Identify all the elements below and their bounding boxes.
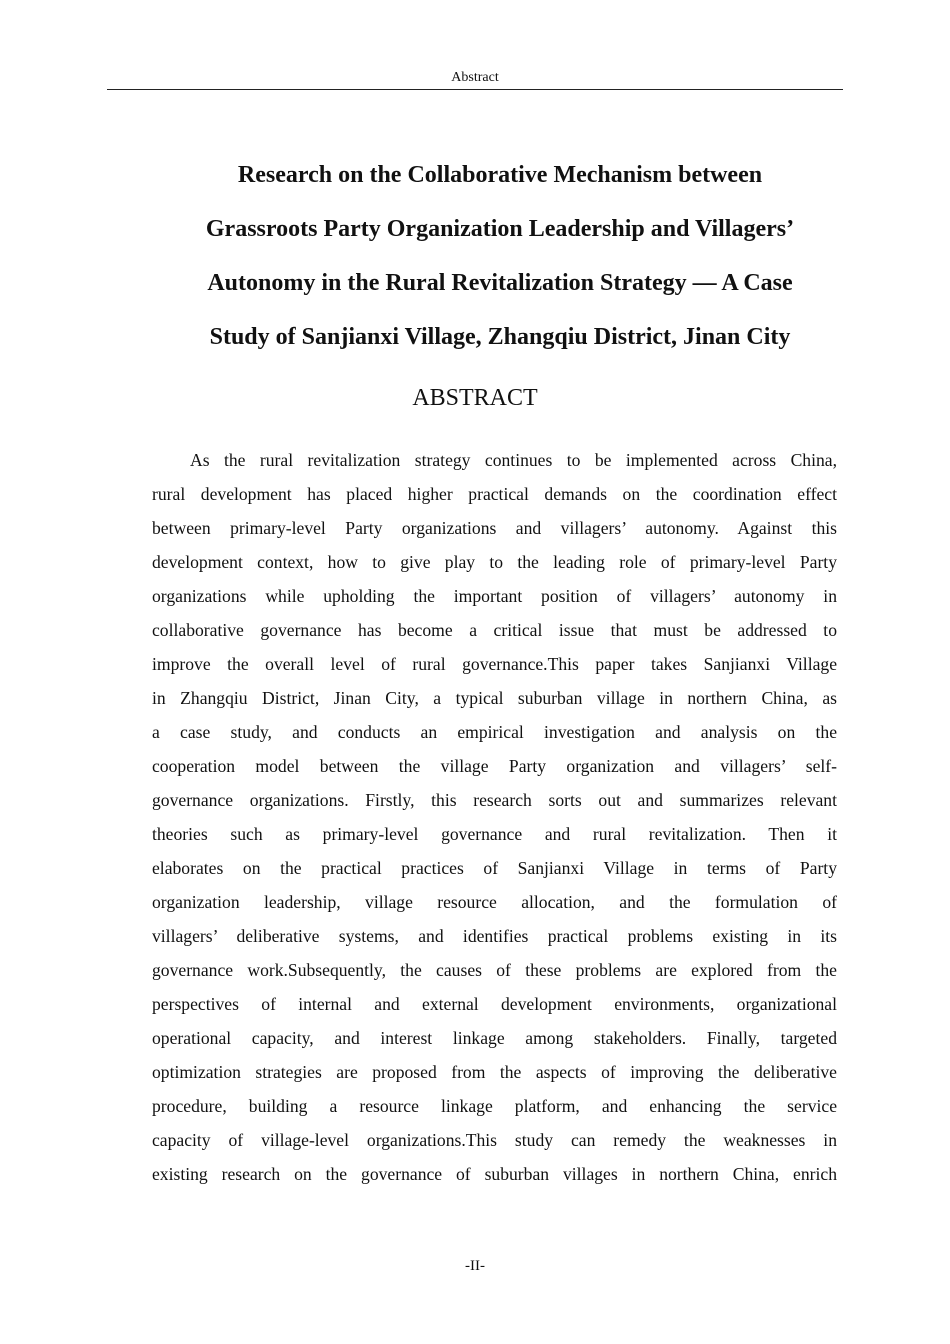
abstract-line: improve the overall level of rural governance.This paper takes Sanjianxi Village — [152, 654, 837, 674]
abstract-line: procedure, building a resource linkage platform, and enhancing the service — [152, 1096, 837, 1116]
abstract-line: optimization strategies are proposed from the aspects of improving the deliberative — [152, 1062, 837, 1082]
page-number: -II- — [465, 1258, 485, 1274]
abstract-body — [152, 443, 837, 1191]
abstract-line: in Zhangqiu District, Jinan City, a typical suburban village in northern China, as — [152, 688, 837, 708]
abstract-line: governance organizations. Firstly, this research sorts out and summarizes relevant — [152, 790, 837, 810]
abstract-line: collaborative governance has become a critical issue that must be addressed to — [152, 620, 837, 640]
title-line: Grassroots Party Organization Leadership and Villagers’ — [205, 216, 795, 242]
running-header — [107, 69, 843, 90]
abstract-heading: ABSTRACT — [412, 385, 538, 411]
running-header-title: Abstract — [451, 70, 499, 85]
abstract-line: elaborates on the practical practices of Sanjianxi Village in terms of Party — [152, 858, 837, 878]
abstract-line: existing research on the governance of suburban villages in northern China, enrich — [152, 1164, 837, 1184]
abstract-line: between primary-level Party organizations and villagers’ autonomy. Against this — [152, 518, 837, 538]
abstract-line: capacity of village-level organizations.This study can remedy the weaknesses in — [152, 1130, 837, 1150]
title-line: Autonomy in the Rural Revitalization Strategy — A Case — [207, 270, 793, 296]
title-line: Study of Sanjianxi Village, Zhangqiu District, Jinan City — [209, 324, 791, 350]
abstract-line: As the rural revitalization strategy continues to be implemented across China, — [190, 450, 837, 470]
abstract-line: villagers’ deliberative systems, and identifies practical problems existing in its — [152, 926, 837, 946]
abstract-line: development context, how to give play to the leading role of primary-level Party — [152, 552, 837, 572]
title-line: Research on the Collaborative Mechanism between — [237, 162, 763, 188]
abstract-line: a case study, and conducts an empirical investigation and analysis on the — [152, 722, 837, 742]
abstract-line: organizations while upholding the important position of villagers’ autonomy in — [152, 586, 837, 606]
paper-title — [150, 152, 850, 368]
abstract-line: operational capacity, and interest linkage among stakeholders. Finally, targeted — [152, 1028, 837, 1048]
abstract-line: rural development has placed higher practical demands on the coordination effect — [152, 484, 837, 504]
abstract-line: cooperation model between the village Party organization and villagers’ self- — [152, 756, 837, 776]
abstract-line: organization leadership, village resource allocation, and the formulation of — [152, 892, 837, 912]
abstract-line: theories such as primary-level governance and rural revitalization. Then it — [152, 824, 837, 844]
abstract-line: perspectives of internal and external development environments, organizational — [152, 994, 837, 1014]
abstract-line: governance work.Subsequently, the causes of these problems are explored from the — [152, 960, 837, 980]
